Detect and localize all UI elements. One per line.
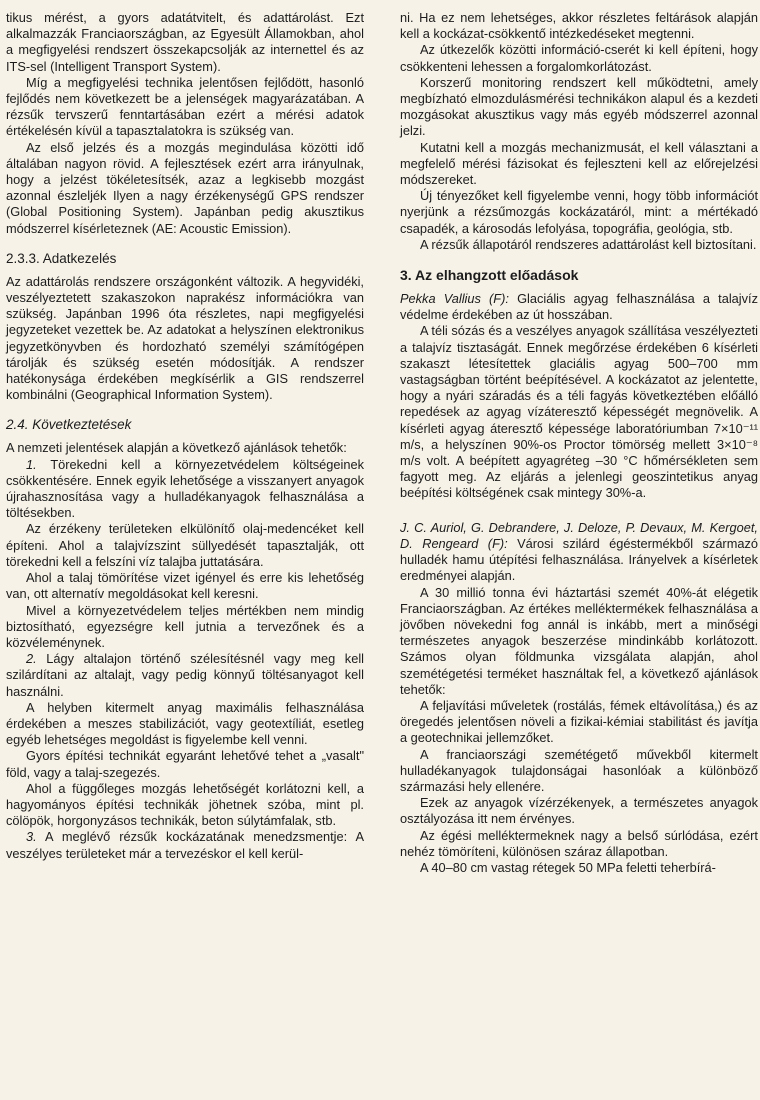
right-column — [400, 10, 758, 876]
paragraph: Az első jelzés és a mozgás megindulása közötti idő általában nagyon rövid. A fejlesztések ezért arra irányulnak, hogy a jelzést tökéletesítsék, azaz a legkisebb mozgást azonnal észleljék Ilyen a nagy érzékenységű GPS rendszer (Global Positioning System). Japánban pedig akusztikus módszerrel kísérleteznek (AE: Acoustic Emission). — [6, 139, 364, 236]
paragraph — [6, 651, 364, 700]
section-heading-talks: 3. Az elhangzott előadások — [400, 267, 579, 284]
paragraph: A nemzeti jelentések alapján a következő ajánlások tehetők: — [6, 440, 347, 456]
author-names: Pekka Vallius (F): — [400, 291, 509, 307]
paragraph: Ahol a függőleges mozgás lehetőségét korlátozni kell, a hagyományos építési technikák jöhetnek szóba, mint pl. cölöpök, horgonyzásos technikák, beton súlytámfalak, stb. — [6, 780, 364, 829]
section-heading-data-handling: 2.3.3. Adatkezelés — [6, 250, 117, 266]
paragraph — [6, 457, 364, 522]
section-heading-conclusions: 2.4. Következtetések — [6, 417, 132, 433]
paragraph: Mivel a környezetvédelem teljes mértékben nem mindig biztosítható, egyezségre kell jutnia a tervezőnek és a közvéleménynek. — [6, 602, 364, 650]
paragraph: A 40–80 cm vastag rétegek 50 MPa feletti teherbírá- — [420, 859, 716, 875]
paragraph: Az adattárolás rendszere országonként változik. A hegyvidéki, veszélyeztetett szakaszokon naprakész információkra van szükség. Japánban 1996 óta részletes, napi megfigyelési jegyzeteket vezettek be. Az adatokat a helyszínen elektronikus jegyzetkönyvben és hordozható személyi számítógépen tárolják és szükség esetén módosítják. A rendszer hatékonysága érdekében megkísérlik a GIS rendszerrel kombinálni (Geographical Information System). — [6, 273, 364, 403]
list-number: 3. — [26, 829, 37, 845]
paragraph-text: Városi szilárd égéstermékből származó hulladék hamu útépítési felhasználása. Irányelvek a kísérletek eredményei alapján. — [400, 535, 758, 584]
paragraph: Az égési melléktermeknek nagy a belső súrlódása, ezért nehéz tömöríteni, különösen száraz állapotban. — [400, 827, 758, 859]
paragraph: A 30 millió tonna évi háztartási szemét 40%-át elégetik Franciaországban. Az értékes melléktermékek felhasználása a jövőben növekedni fog annál is inkább, mert a minőségi természetes anyagok beszerzése mindinkább korlátozott. Számos olyan földmunka vizsgálata alapján, ahol szemétégetési terméket használtak fel, a következő ajánlások tehetők: — [400, 584, 758, 697]
paragraph — [400, 291, 758, 323]
paragraph: A feljavítási műveletek (rostálás, fémek eltávolítása,) és az öregedés jelentősen növeli a fizikai-kémiai stabilitást és javítja a geotechnikai jellemzőket. — [400, 697, 758, 746]
paragraph-text: Glaciális agyag felhasználása a talajvíz védelme érdekében az út hosszában. — [400, 291, 758, 323]
list-number: 1. — [26, 456, 37, 472]
paragraph — [400, 520, 758, 585]
paragraph: Korszerű monitoring rendszert kell működtetni, amely megbízható elmozdulásmérési technikákon alapul és a kezdeti mozgásokat akusztikus vagy más egyéb módszerrel azonnal jelzi. — [400, 74, 758, 139]
paragraph: A franciaországi szemétégető művekből kitermelt hulladékanyagok tulajdonságai hasonlóak a különböző származási hely ellenére. — [400, 746, 758, 794]
paragraph-text: A meglévő rézsűk kockázatának menedzsmentje: A veszélyes területeket már a tervezéskor el kell kerül- — [6, 829, 364, 861]
paragraph: Az érzékeny területeken elkülönítő olaj-medencéket kell építeni. Ahol a talajvízszint süllyedését tapasztalják, ott törekedni kell a felszíni víz talajba juttatására. — [6, 521, 364, 569]
paragraph-text: Lágy altalajon történő szélesítésnél vagy meg kell szilárdítani az altalajt, vagy pedig könnyű töltésanyagot kell használni. — [6, 651, 364, 699]
paragraph: Új tényezőket kell figyelembe venni, hogy több információt nyerjünk a rézsűmozgás kockázatáról, mint: a mértékadó csapadék, a károsodás lefolyása, topográfia, geológia, stb. — [400, 188, 758, 236]
author-names: J. C. Auriol, G. Debrandere, J. Deloze, P. Devaux, M. Kergoet, D. Rengeard (F): — [400, 519, 758, 551]
paragraph: Míg a megfigyelési technika jelentősen fejlődött, hasonló fejlődés nem következett be a jelenségek magyarázatában. A rézsűk tervszerű fenntartásában ezért a mérési adatok értékelésén kívül a tapasztalatokra is szükség van. — [6, 74, 364, 139]
paragraph: A rézsűk állapotáról rendszeres adattárolást kell biztosítani. — [420, 236, 757, 252]
paragraph-text: Törekedni kell a környezetvédelem költségeinek csökkentésére. Ennek egyik lehetősége a visszanyert anyagok újrahasznosítása vagy a hulladékanyagok felhasználása a töltésekben. — [6, 456, 364, 521]
list-number: 2. — [26, 651, 37, 667]
paragraph — [6, 829, 364, 861]
paragraph: Kutatni kell a mozgás mechanizmusát, el kell választani a megfelelő mérési fázisokat és fejleszteni kell az előrejelzési módszereket. — [400, 139, 758, 188]
paragraph: Gyors építési technikát egyaránt lehetővé tehet a „vasalt" föld, vagy a talaj-szegezés. — [6, 748, 364, 780]
paragraph: A téli sózás és a veszélyes anyagok szállítása veszélyezteti a talajvíz tisztaságát. Ennek megőrzése érdekében 6 kísérleti szakaszt létesítettek glaciális agyag 500–700 mm vastagságban történt beépítésével. A kockázatot az jelentette, hogy a nyári száradás és a téli fagyás következtében előálló repedések az agyag vízáteresztő képességét megnövelik. A kísérleti agyag áteresztő képessége laboratóriumban 7×10⁻¹¹ m/s, a helyszínen 90%-os Proctor tömörség mellett 3×10⁻⁸ m/s volt. A beépített agyagréteg –30 °C hőmérsékleten sem fagyott meg. Az eljárás a jelenlegi geoszintetikus anyag beépítési költségének csak mintegy 30%-a. — [400, 323, 758, 501]
paragraph: tikus mérést, a gyors adatátvitelt, és adattárolást. Ezt alkalmazzák Franciaországban, az Egyesült Államokban, ahol a megfigyelési rendszert összekapcsolják az internettel és az ITS-sel (Intelligent Transport System). — [6, 10, 364, 74]
paragraph: Ahol a talaj tömörítése vizet igényel és erre kis lehetőség van, ott alternatív megoldásokat kell keresni. — [6, 570, 364, 602]
paragraph: A helyben kitermelt anyag maximális felhasználása érdekében a meszes stabilizációt, vagy geotextíliát, esetleg egyéb lehetséges megoldást is figyelembe kell venni. — [6, 699, 364, 748]
paragraph: ni. Ha ez nem lehetséges, akkor részletes feltárások alapján kell a kockázat-csökkentő intézkedéseket megtenni. — [400, 10, 758, 42]
left-column — [6, 10, 364, 862]
paragraph: Ezek az anyagok vízérzékenyek, a természetes anyagok osztályozása itt nem érvényes. — [400, 795, 758, 827]
paragraph: Az útkezelők közötti információ-cserét ki kell építeni, hogy csökkenteni lehessen a forgalomkorlátozást. — [400, 42, 758, 74]
